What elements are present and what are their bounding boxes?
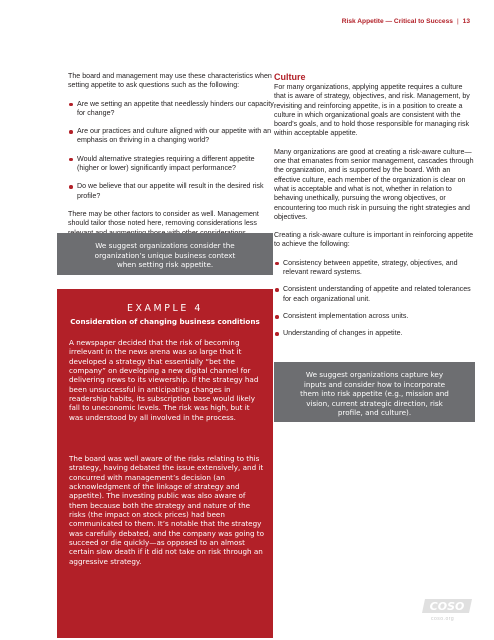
bullet-icon xyxy=(69,130,73,134)
example-box xyxy=(57,289,273,638)
culture-bullet xyxy=(274,259,474,278)
callout-text: We suggest organizations capture key inputs and consider how to incorporate them into risk appetite (e.g., mission and vision, current strategic direction, risk profile, and culture). xyxy=(300,370,449,418)
page-number: 13 xyxy=(462,18,470,25)
bullet-icon xyxy=(69,103,73,107)
left-intro: The board and management may use these characteristics when setting appetite to ask questions such as the following: xyxy=(68,72,272,90)
culture-bullet xyxy=(274,285,474,304)
bullet-icon xyxy=(275,315,279,319)
bullet-icon xyxy=(275,262,279,266)
bullet-icon xyxy=(69,185,73,189)
callout-text: We suggest organizations consider the organization’s unique business context when setting risk appetite. xyxy=(94,241,236,270)
header-separator: | xyxy=(456,18,459,25)
example-paragraph: A newspaper decided that the risk of becoming irrelevant in the news arena was so large that it developed a strategy that essentially “bet the company” on developing a new digital channel for delivering news to its viewership. If the strategy had been unsuccessful in anticipating changes in readership habits, its subscription base would likely fall to uneconomic levels. The risk was high, but it was understood by all involved in the process. xyxy=(69,338,259,422)
example-paragraph: The board was well aware of the risks relating to this strategy, having debated the issue extensively, and it concurred with management’s decision (an acknowledgment of the linkage of strategy and appetite). The investing public was also aware of them because both the strategy and nature of the risks (the impact on stock prices) had been communicated to them. It’s notable that the strategy was carefully debated, and the company was going to succeed or die quickly—as opposed to an almost certain slow death if it did not take on risk through an aggressive strategy. xyxy=(69,454,265,566)
right-column xyxy=(274,72,474,339)
callout-box-right xyxy=(274,362,475,422)
coso-logo xyxy=(422,599,472,613)
question-list xyxy=(68,100,276,201)
website-url: coso.org xyxy=(431,616,455,622)
callout-box-left xyxy=(57,233,273,275)
question-item xyxy=(68,100,276,119)
culture-paragraph: Creating a risk-aware culture is important in reinforcing appetite to achieve the following: xyxy=(274,231,474,249)
left-closing: There may be other factors to consider as well. Management should tailor those noted here, removing considerations less xyxy=(68,209,259,228)
culture-bullet-list xyxy=(274,259,474,339)
left-column xyxy=(68,72,276,238)
question-text: Would alternative strategies requiring a different appetite (higher or lower) significantly impact performance? xyxy=(77,154,255,173)
question-text: Do we believe that our appetite will result in the desired risk profile? xyxy=(77,182,264,200)
example-subtitle: Consideration of changing business conditions xyxy=(70,317,260,326)
bullet-text: Consistency between appetite, strategy, objectives, and relevant reward systems. xyxy=(283,258,458,277)
bullet-icon xyxy=(275,332,279,336)
example-label: EXAMPLE 4 xyxy=(127,303,203,314)
bullet-text: Understanding of changes in appetite. xyxy=(283,329,403,338)
culture-paragraph: For many organizations, applying appetite requires a culture that is aware of strategy, objectives, and risk. Management, by revisiting and reinforcing appetite, is in a position to create a culture in which organizational goals are consistent with the board’s goals, and to hold those responsible for managing risk within acceptable appetite. xyxy=(274,83,470,138)
question-text: Are we setting an appetite that needlessly hinders our capacity for change? xyxy=(77,99,274,117)
bullet-icon xyxy=(69,158,73,162)
question-item xyxy=(68,182,276,201)
question-item xyxy=(68,155,276,174)
culture-bullet xyxy=(274,329,474,338)
question-text: Are our practices and culture aligned with our appetite with an emphasis on thriving in a changing world? xyxy=(77,127,272,145)
culture-paragraph: Many organizations are good at creating a risk-aware culture—one that emanates from senior management, cascades through the organization, and is supported by the board. With an effective culture, each member of the organization is clear on what is acceptable and what is not, whether in relation to behaving unethically, pursuing the wrong objectives, or encountering too much risk in pursuing the right strategies and objectives. xyxy=(274,147,474,221)
question-item xyxy=(68,127,276,146)
culture-bullet xyxy=(274,312,474,321)
svg-text:COSO: COSO xyxy=(429,600,465,613)
section-heading: Culture xyxy=(274,72,306,82)
bullet-icon xyxy=(275,288,279,292)
header-title: Risk Appetite — Critical to Success xyxy=(341,18,453,25)
running-header xyxy=(342,18,470,25)
bullet-text: Consistent understanding of appetite and related tolerances for each organizational unit. xyxy=(283,285,471,303)
bullet-text: Consistent implementation across units. xyxy=(283,311,409,320)
